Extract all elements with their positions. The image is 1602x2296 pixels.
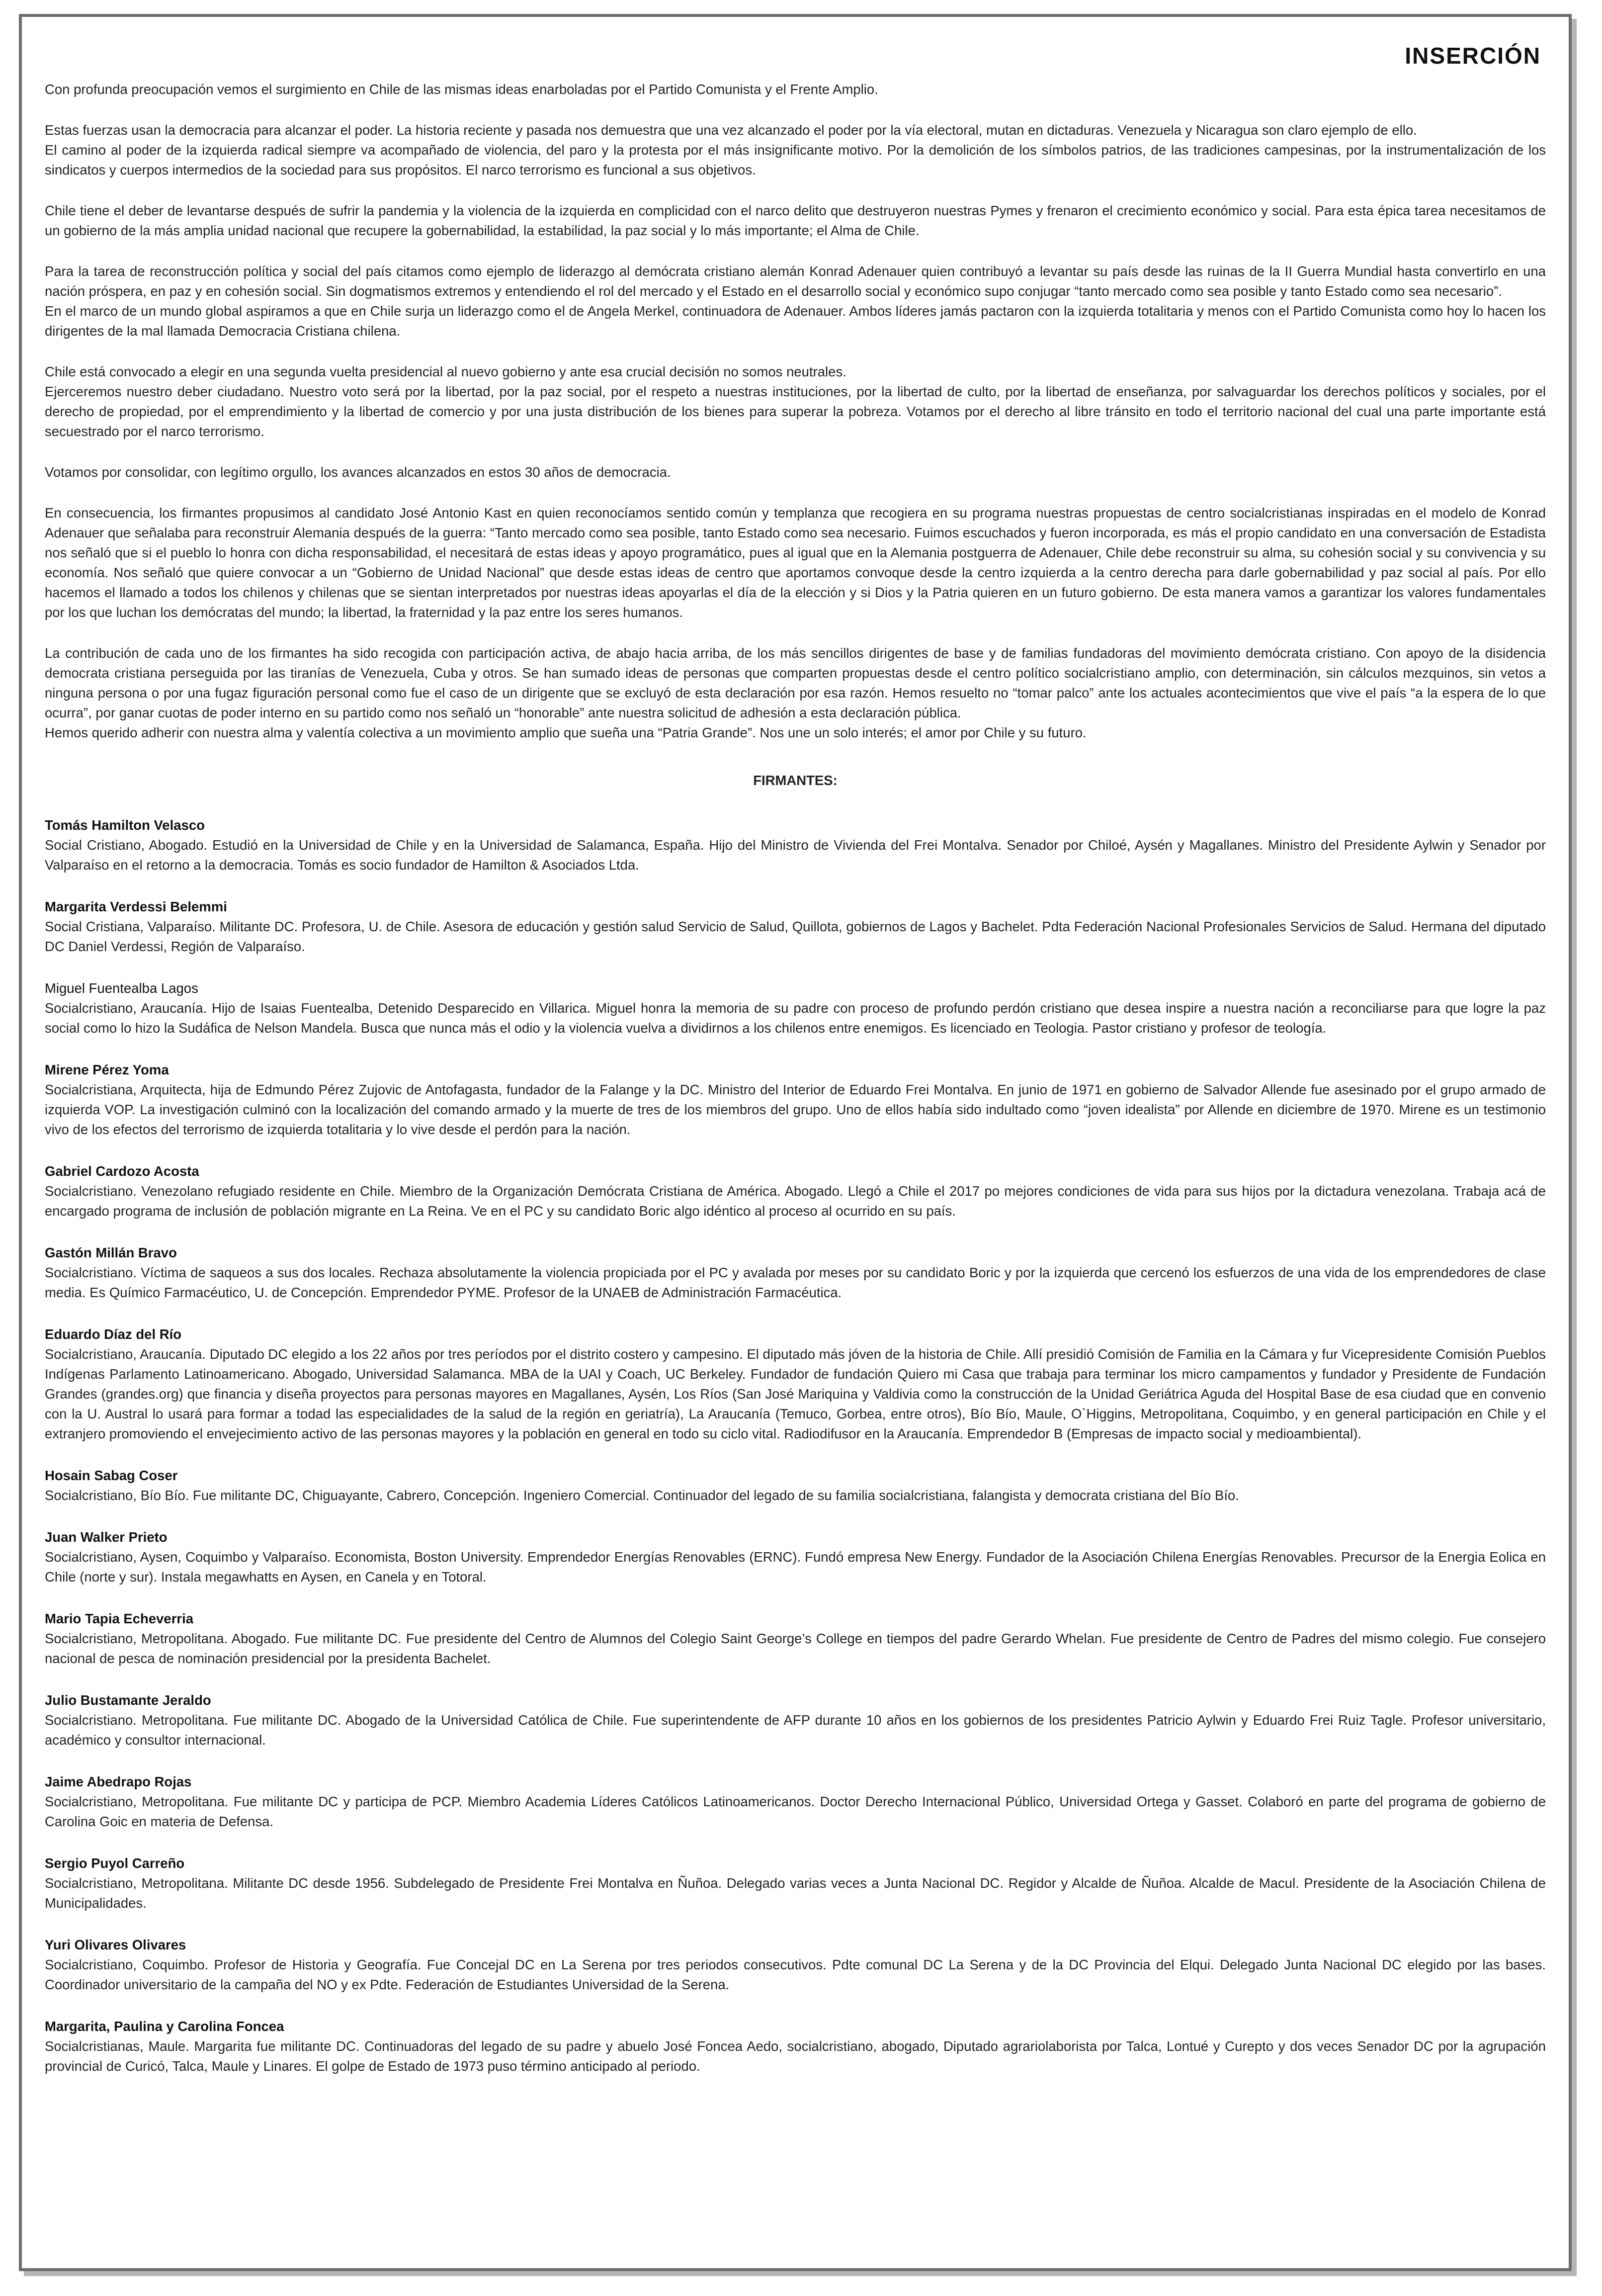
paragraph: Hemos querido adherir con nuestra alma y valentía colectiva a un movimiento amplio que sueña una “Patria Grande”. Nos une un solo interés; el amor por Chile y su futuro. xyxy=(45,725,1087,740)
signer-name: Miguel Fuentealba Lagos xyxy=(45,980,198,996)
signer-name: Margarita, Paulina y Carolina Foncea xyxy=(45,2019,284,2034)
signer-description: Socialcristiano, Aysen, Coquimbo y Valparaíso. Economista, Boston University. Emprendedor Energías Renovables (ERNC). Fundó empresa New Energy. Fundador de la Asociación Chilena Energías Renovables. Precursor de la Energia Eolica en Chile (norte y sur). Instala megawhatts en Aysen, en Canela y en Totoral. xyxy=(45,1549,1546,1585)
paragraph: Votamos por consolidar, con legítimo orgullo, los avances alcanzados en estos 30 años de democracia. xyxy=(45,464,671,480)
signer-name: Yuri Olivares Olivares xyxy=(45,1937,186,1952)
signer-entry xyxy=(45,978,1546,1038)
signer-name: Gabriel Cardozo Acosta xyxy=(45,1163,199,1179)
signer-entry xyxy=(45,1466,1546,1505)
signer-entry xyxy=(45,1527,1546,1587)
paragraph: En el marco de un mundo global aspiramos a que en Chile surja un liderazgo como el de Angela Merkel, continuadora de Adenauer. Ambos líderes jamás pactaron con la izquierda totalitaria y menos con el Partido Comunista como hoy lo hacen los dirigentes de la mal llamada Democracia Cristiana chilena. xyxy=(45,303,1546,339)
signer-description: Socialcristiano, Araucanía. Hijo de Isaias Fuentealba, Detenido Desparecido en Villarica. Miguel honra la memoria de su padre con proceso de profundo perdón cristiano que desea inspire a nuestra nación a reconciliarse para que logre la paz social como lo hizo la Sudáfica de Nelson Mandela. Busca que nunca más el odio y la violencia vuelva a dividirnos a los chilenos entre enemigos. Es licenciado en Teologia. Pastor cristiano y profesor de teología. xyxy=(45,1000,1546,1036)
signer-description: Socialcristiana, Arquitecta, hija de Edmundo Pérez Zujovic de Antofagasta, fundador de la Falange y la DC. Ministro del Interior de Eduardo Frei Montalva. En junio de 1971 en gobierno de Salvador Allende fue asesinado por el grupo armado de izquierda VOP. La investigación culminó con la localización del comando armado y la muerte de tres de los miembros del grupo. Uno de ellos había sido indultado como “joven idealista” por Allende en diciembre de 1970. Mirene es un testimonio vivo de los efectos del terrorismo de izquierda totalitaria y lo vive desde el perdón para la nación. xyxy=(45,1082,1546,1137)
signers-heading: FIRMANTES: xyxy=(753,773,838,788)
signer-entry xyxy=(45,1854,1546,1913)
signer-entry xyxy=(45,1609,1546,1669)
signer-description: Socialcristiano, Metropolitana. Abogado. Fue militante DC. Fue presidente del Centro de Alumnos del Colegio Saint George’s College en tiempos del padre Gerardo Whelan. Fue presidente de Centro de Padres del mismo colegio. Fue consejero nacional de pesca de nominación presidencial por la presidenta Bachelet. xyxy=(45,1631,1546,1666)
paragraph: Ejerceremos nuestro deber ciudadano. Nuestro voto será por la libertad, por la paz social, por el respeto a nuestras instituciones, por la libertad de culto, por la libertad de enseñanza, por salvaguardar los derechos políticos y sociales, por el derecho de propiedad, por el emprendimiento y la libertad de comercio y por una justa distribución de los bienes para superar la pobreza. Votamos por el derecho al libre tránsito en todo el territorio nacional del cual una parte importante está secuestrado por el narco terrorismo. xyxy=(45,384,1546,439)
signer-entry xyxy=(45,1060,1546,1140)
paragraph: Para la tarea de reconstrucción política y social del país citamos como ejemplo de liderazgo al demócrata cristiano alemán Konrad Adenauer quien contribuyó a levantar su país desde las ruinas de la II Guerra Mundial hasta convertirlo en una nación próspera, en paz y en cohesión social. Sin dogmatismos extremos y entendiendo el rol del mercado y el Estado en el desarrollo social y económico supo conjugar “tanto mercado como sea posible y tanto Estado como sea necesario”. xyxy=(45,264,1546,299)
signer-description: Social Cristiano, Abogado. Estudió en la Universidad de Chile y en la Universidad de Salamanca, España. Hijo del Ministro de Vivienda del Frei Montalva. Senador por Chiloé, Aysén y Magallanes. Ministro del Presidente Aylwin y Senador por Valparaíso en el retorno a la democracia. Tomás es socio fundador de Hamilton & Asociados Ltda. xyxy=(45,837,1546,873)
signer-description: Socialcristianas, Maule. Margarita fue militante DC. Continuadoras del legado de su padre y abuelo José Foncea Aedo, socialcristiano, abogado, Diputado agrariolaborista por Talca, Lontué y Curepto y dos veces Senador DC por la agrupación provincial de Curicó, Talca, Maule y Linares. El golpe de Estado de 1973 puso término anticipado al periodo. xyxy=(45,2038,1546,2074)
signer-name: Eduardo Díaz del Río xyxy=(45,1326,182,1342)
paragraph: En consecuencia, los firmantes propusimos al candidato José Antonio Kast en quien reconocíamos sentido común y templanza que recogiera en su programa nuestras propuestas de centro socialcristianas inspiradas en el modelo de Konrad Adenauer que señalaba para reconstruir Alemania después de la guerra: “Tanto mercado como sea posible, tanto Estado como sea necesario. Fuimos escuchados y fueron incorporada, es más el propio candidato en una conversación de Estadista nos señaló que si el pueblo lo honra con dicha responsabilidad, el necesitará de estas ideas y apoyo programático, pues al igual que en la Alemania postguerra de Adenauer, Chile debe reconstruir su alma, su cohesión social y su convivencia y su economía. Nos señaló que quiere convocar a un “Gobierno de Unidad Nacional” que desde estas ideas de centro que aportamos convoque desde la centro izquierda a la centro derecha para darle gobernabilidad y paz social al país. Por ello hacemos el llamado a todos los chilenos y chilenas que se sientan interpretados por nuestras ideas apoyarlas el día de la elección y si Dios y la Patria quieren en un futuro gobierno. De esta manera vamos a garantizar los valores fundamentales por los que luchan los demócratas del mundo; la libertad, la fraternidad y la paz entre los seres humanos. xyxy=(45,505,1546,620)
signer-name: Mario Tapia Echeverria xyxy=(45,1611,194,1626)
signer-description: Socialcristiano, Coquimbo. Profesor de Historia y Geografía. Fue Concejal DC en La Serena por tres periodos consecutivos. Pdte comunal DC La Serena y de la DC Provincia del Elqui. Delegado Junta Nacional DC elegido por las bases. Coordinador universitario de la campaña del NO y ex Pdte. Federación de Estudiantes Universidad de la Serena. xyxy=(45,1957,1546,1992)
insert-frame xyxy=(19,14,1572,2271)
signer-name: Sergio Puyol Carreño xyxy=(45,1855,185,1871)
paragraph: Con profunda preocupación vemos el surgimiento en Chile de las mismas ideas enarboladas por el Partido Comunista y el Frente Amplio. xyxy=(45,82,878,97)
signer-description: Socialcristiano, Metropolitana. Fue militante DC y participa de PCP. Miembro Academia Líderes Católicos Latinoamericanos. Doctor Derecho Internacional Público, Universidad Ortega y Gasset. Colaboró en parte del programa de gobierno de Carolina Goic en materia de Defensa. xyxy=(45,1794,1546,1829)
signer-entry xyxy=(45,1935,1546,1995)
signer-name: Juan Walker Prieto xyxy=(45,1529,168,1545)
signer-description: Socialcristiano, Araucanía. Diputado DC elegido a los 22 años por tres períodos por el distrito costero y campesino. El diputado más jóven de la historia de Chile. Allí presidió Comisión de Familia en la Cámara y fur Vicepresidente Comisión Pueblos Indígenas Parlamento Latinoamericano. Abogado, Universidad Salamanca. MBA de la UAI y Coach, UC Berkeley. Fundador de fundación Quiero mi Casa que trabaja para terminar los micro campamentos y fundador y Presidente de Fundación Grandes (grandes.org) que financia y diseña proyectos para personas mayores en Magallanes, Aysén, Los Ríos (San José Mariquina y Valdivia como la construcción de la Unidad Geriátrica Aguda del Hospital Base de esa ciudad que en convenio con la U. Austral lo usará para formar a todad las especialidades de la salud de la región en geriatría), La Araucanía (Temuco, Gorbea, entre otros), Bío Bío, Maule, O`Higgins, Metropolitana, Coquimbo, y en general participación en Chile y el extranjero promoviendo el envejecimiento activo de las personas mayores y la población en general en todo su ciclo vital. Radiodifusor en la Araucanía. Emprendedor B (Empresas de impacto social y medioambiental). xyxy=(45,1346,1546,1441)
signer-entry xyxy=(45,897,1546,957)
paragraph: La contribución de cada uno de los firmantes ha sido recogida con participación activa, de abajo hacia arriba, de los más sencillos dirigentes de base y de familias fundadoras del movimiento demócrata cristiano. Con apoyo de la disidencia democrata cristiana perseguida por las tiranías de Venezuela, Cuba y otros. Se han sumado ideas de personas que comparten propuestas desde el centro político socialcristiano amplio, con determinación, sin cálculos mezquinos, sin vetos a ninguna persona o por una fugaz figuración personal como fue el caso de un dirigente que se excluyó de esta declaración por esa razón. Hemos resuelto no “tomar palco” ante los actuales acontecimientos que vive el país “a la espera de lo que ocurra”, por ganar cuotas de poder interno en su partido como nos señaló un “honorable” ante nuestra solicitud de adhesión a esta declaración pública. xyxy=(45,645,1546,720)
signer-description: Socialcristiano. Venezolano refugiado residente en Chile. Miembro de la Organización Demócrata Cristiana de América. Abogado. Llegó a Chile el 2017 po mejores condiciones de vida para sus hijos por la dictadura venezolana. Trabaja acá de encargado programa de inclusión de población migrante en La Reina. Ve en el PC y su candidato Boric algo idéntico al proceso al ocurrido en su país. xyxy=(45,1183,1546,1219)
signer-name: Mirene Pérez Yoma xyxy=(45,1062,169,1077)
page-title: INSERCIÓN xyxy=(1405,43,1541,69)
paragraph: Chile tiene el deber de levantarse después de sufrir la pandemia y la violencia de la izquierda en complicidad con el narco delito que destruyeron nuestras Pymes y frenaron el crecimiento económico y social. Para esta épica tarea necesitamos de un gobierno de la más amplia unidad nacional que recupere la gobernabilidad, la estabilidad, la paz social y lo más importante; el Alma de Chile. xyxy=(45,203,1546,238)
signer-name: Hosain Sabag Coser xyxy=(45,1468,178,1483)
signer-name: Jaime Abedrapo Rojas xyxy=(45,1774,192,1789)
signer-entry xyxy=(45,1325,1546,1444)
signer-entry xyxy=(45,1243,1546,1303)
document-body xyxy=(45,27,1546,2098)
signer-description: Socialcristiano, Metropolitana. Militante DC desde 1956. Subdelegado de Presidente Frei Montalva en Ñuñoa. Delegado varias veces a Junta Nacional DC. Regidor y Alcalde de Ñuñoa. Alcalde de Macul. Presidente de la Asociación Chilena de Municipalidades. xyxy=(45,1875,1546,1911)
signer-description: Socialcristiano. Víctima de saqueos a sus dos locales. Rechaza absolutamente la violencia propiciada por el PC y avalada por meses por su candidato Boric y por la izquierda que cercenó los esfuerzos de una vida de los emprendedores de clase media. Es Químico Farmacéutico, U. de Concepción. Emprendedor PYME. Profesor de la UNAEB de Administración Farmacéutica. xyxy=(45,1265,1546,1300)
signer-entry xyxy=(45,815,1546,875)
paragraph: Estas fuerzas usan la democracia para alcanzar el poder. La historia reciente y pasada nos demuestra que una vez alcanzado el poder por la vía electoral, mutan en dictaduras. Venezuela y Nicaragua son claro ejemplo de ello. xyxy=(45,122,1417,138)
signer-name: Margarita Verdessi Belemmi xyxy=(45,899,227,914)
signer-description: Socialcristiano, Bío Bío. Fue militante DC, Chiguayante, Cabrero, Concepción. Ingeniero Comercial. Continuador del legado de su familia socialcristiana, falangista y democrata cristiana del Bío Bío. xyxy=(45,1488,1239,1503)
signer-name: Tomás Hamilton Velasco xyxy=(45,817,205,833)
signer-name: Gastón Millán Bravo xyxy=(45,1245,177,1260)
signer-entry xyxy=(45,1161,1546,1221)
paragraph: El camino al poder de la izquierda radical siempre va acompañado de violencia, del paro y la protesta por el más insignificante motivo. Por la demolición de los símbolos patrios, de las tradiciones campesinas, por la instrumentalización de los sindicatos y cuerpos intermedios de la sociedad para sus propósitos. El narco terrorismo es funcional a sus objetivos. xyxy=(45,142,1546,177)
signer-name: Julio Bustamante Jeraldo xyxy=(45,1692,211,1708)
signer-entry xyxy=(45,1772,1546,1832)
paragraph: Chile está convocado a elegir en una segunda vuelta presidencial al nuevo gobierno y ante esa crucial decisión no somos neutrales. xyxy=(45,364,846,379)
signer-entry xyxy=(45,1690,1546,1750)
signer-description: Socialcristiano. Metropolitana. Fue militante DC. Abogado de la Universidad Católica de Chile. Fue superintendente de AFP durante 10 años en los gobiernos de los presidentes Patricio Aylwin y Eduardo Frei Ruiz Tagle. Profesor universitario, académico y consultor internacional. xyxy=(45,1712,1546,1748)
signer-description: Social Cristiana, Valparaíso. Militante DC. Profesora, U. de Chile. Asesora de educación y gestión salud Servicio de Salud, Quillota, gobiernos de Lagos y Bachelet. Pdta Federación Nacional Profesionales Servicios de Salud. Hermana del diputado DC Daniel Verdessi, Región de Valparaíso. xyxy=(45,919,1546,954)
signer-entry xyxy=(45,2017,1546,2076)
